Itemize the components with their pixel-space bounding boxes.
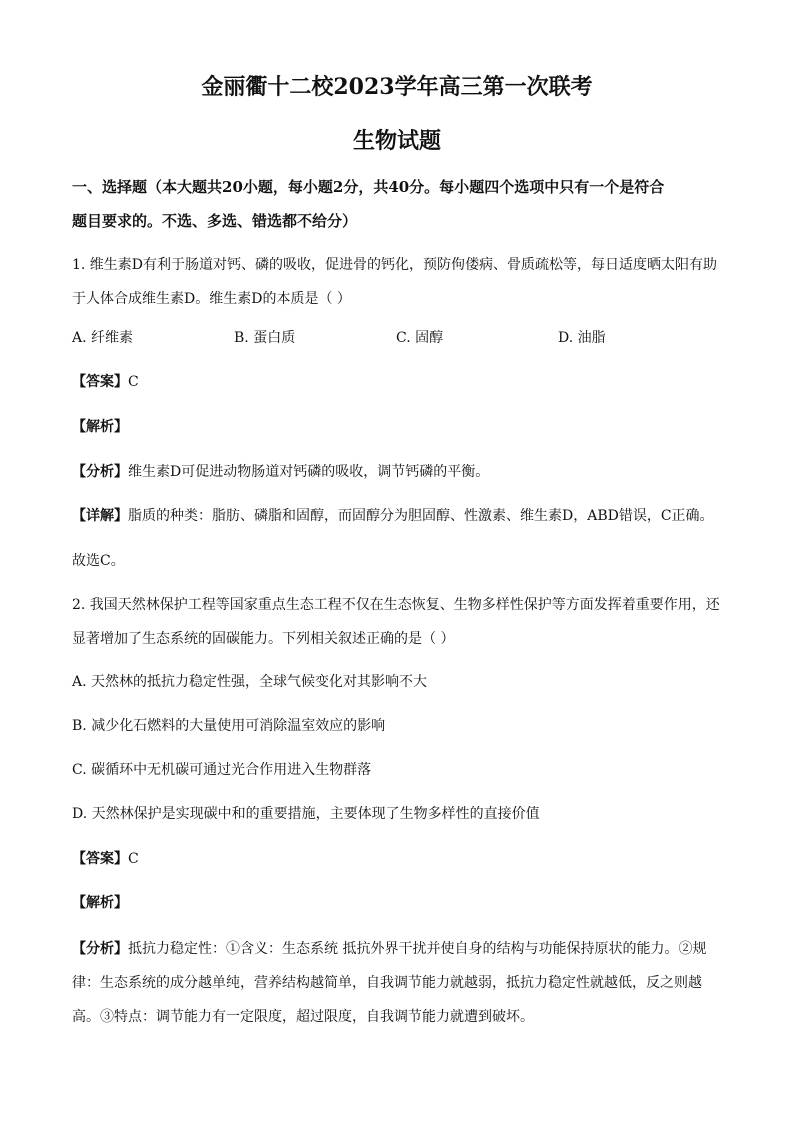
q1-conclusion: 故选C。 [72, 553, 125, 569]
q2-option-b: B. 减少化石燃料的大量使用可消除温室效应的影响 [72, 718, 386, 734]
q1-xiangjie-tag: 【详解】 [72, 508, 128, 524]
q1-stem [72, 248, 727, 316]
q1-xiangjie [72, 504, 714, 528]
q2-answer [72, 847, 139, 871]
q2-option-c: C. 碳循环中无机碳可通过光合作用进入生物群落 [72, 762, 372, 778]
section-heading-line2: 题目要求的。不选、多选、错选都不给分） [72, 212, 358, 230]
exam-title: 金丽衢十二校2023学年高三第一次联考 [201, 74, 593, 100]
q2-option-d: D. 天然林保护是实现碳中和的重要措施，主要体现了生物多样性的直接价值 [72, 806, 540, 822]
q2-fenxi-line1: 【分析】抵抗力稳定性：①含义：生态系统 抵抗外界干扰并使自身的结构与功能保持原状的能力。②规 [72, 941, 707, 957]
q2-option-a: A. 天然林的抵抗力稳定性强，全球气候变化对其影响不大 [72, 674, 428, 690]
q2-stem-line2: 显著增加了生态系统的固碳能力。下列相关叙述正确的是（ ） [72, 631, 455, 647]
q1-stem-line2: 于人体合成维生素D。维生素D的本质是（ ） [72, 291, 351, 307]
q2-fenxi-line3: 高。③特点：调节能力有一定限度，超过限度，自我调节能力就遭到破坏。 [72, 1009, 534, 1025]
q1-xiangjie-text: 脂质的种类：脂肪、磷脂和固醇，而固醇分为胆固醇、性激素、维生素D，ABD错误，C正确。 [128, 508, 714, 524]
q2-answer-tag: 【答案】 [72, 851, 128, 867]
q2-stem [72, 588, 727, 656]
q1-answer-value: C [128, 374, 139, 390]
q1-option-c: C. 固醇 [396, 330, 444, 346]
section-heading [72, 170, 727, 238]
q1-option-d: D. 油脂 [558, 330, 606, 346]
q1-option-b: B. 蛋白质 [234, 330, 296, 346]
q2-fenxi [72, 932, 727, 1034]
q2-stem-line1: 2. 我国天然林保护工程等国家重点生态工程不仅在生态恢复、生物多样性保护等方面发挥着重要作用，还 [72, 597, 720, 613]
q1-fenxi-tag: 【分析】 [72, 464, 128, 480]
q1-answer [72, 370, 139, 394]
q2-analysis-tag: 【解析】 [72, 895, 128, 911]
q2-fenxi-line2: 律：生态系统的成分越单纯，营养结构越简单，自我调节能力就越弱，抵抗力稳定性就越低，反之则越 [72, 975, 702, 991]
q1-analysis-tag: 【解析】 [72, 419, 128, 435]
q1-fenxi-text: 维生素D可促进动物肠道对钙磷的吸收，调节钙磷的平衡。 [128, 464, 490, 480]
q2-answer-value: C [128, 851, 139, 867]
section-heading-line1: 一、选择题（本大题共20小题，每小题2分，共40分。每小题四个选项中只有一个是符合 [72, 178, 665, 196]
q2-fenxi-tag: 【分析】 [72, 941, 128, 957]
q1-option-a: A. 纤维素 [72, 330, 134, 346]
q1-fenxi [72, 460, 489, 484]
q1-stem-line1: 1. 维生素D有利于肠道对钙、磷的吸收，促进骨的钙化，预防佝偻病、骨质疏松等，每日适度晒太阳有助 [72, 257, 718, 273]
q1-answer-tag: 【答案】 [72, 374, 128, 390]
exam-subtitle: 生物试题 [352, 128, 441, 154]
